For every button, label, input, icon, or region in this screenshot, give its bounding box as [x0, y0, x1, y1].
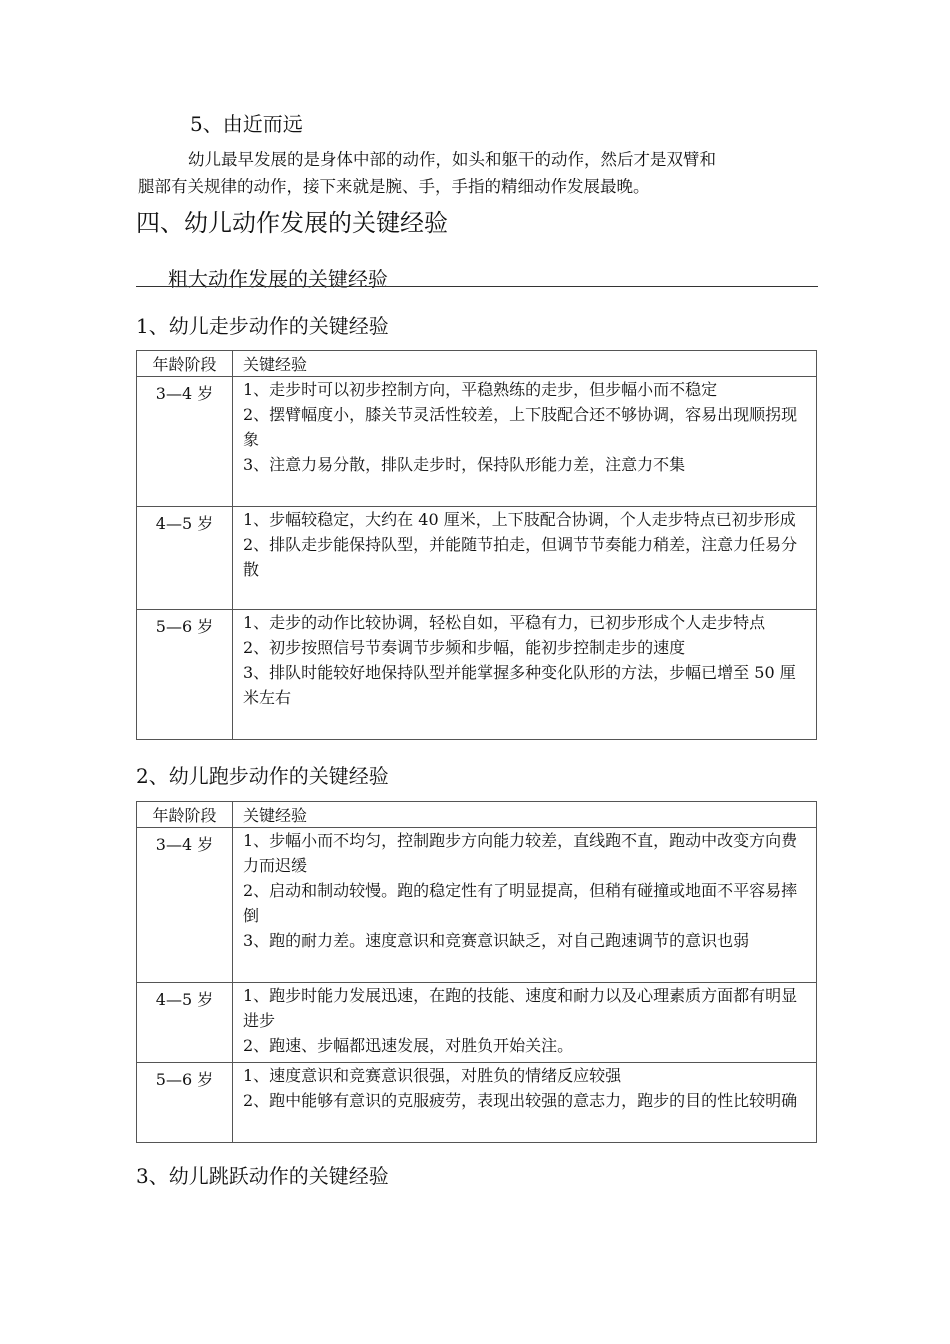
jump-section-title: 3、幼儿跳跃动作的关键经验 — [136, 1164, 389, 1188]
experience-item: 2、初步按照信号节奏调节步频和步幅，能初步控制走步的速度 — [243, 638, 686, 657]
experience-item: 2、跑中能够有意识的克服疲劳，表现出较强的意志力，跑步的目的性比较明确 — [243, 1091, 798, 1110]
experience-cell — [233, 377, 817, 507]
divider — [136, 286, 818, 287]
experience-item: 3、注意力易分散，排队走步时，保持队形能力差，注意力不集 — [243, 455, 686, 474]
walk-table — [136, 350, 817, 740]
table-row — [137, 983, 817, 1063]
chapter-4-heading: 四、幼儿动作发展的关键经验 — [136, 209, 448, 237]
table-row — [137, 828, 817, 983]
experience-item: 1、跑步时能力发展迅速，在跑的技能、速度和耐力以及心理素质方面都有明显进步 — [243, 986, 798, 1030]
section-5-paragraph — [138, 146, 813, 200]
header-experience: 关键经验 — [233, 802, 817, 828]
paragraph-line: 腿部有关规律的动作，接下来就是腕、手，手指的精细动作发展最晚。 — [138, 177, 650, 196]
experience-item: 1、步幅较稳定，大约在 40 厘米，上下肢配合协调，个人走步特点已初步形成 — [243, 510, 796, 529]
experience-cell — [233, 507, 817, 610]
experience-item: 2、跑速、步幅都迅速发展，对胜负开始关注。 — [243, 1036, 574, 1055]
experience-item: 1、走步的动作比较协调，轻松自如，平稳有力，已初步形成个人走步特点 — [243, 613, 766, 632]
age-cell: 3—4 岁 — [137, 828, 233, 983]
table-header-row — [137, 351, 817, 377]
subheading: 粗大动作发展的关键经验 — [168, 267, 388, 291]
table-row — [137, 377, 817, 507]
run-section-title: 2、幼儿跑步动作的关键经验 — [136, 764, 389, 788]
age-cell: 5—6 岁 — [137, 610, 233, 740]
section-5-heading: 5、由近而远 — [190, 112, 303, 136]
table-row — [137, 1063, 817, 1143]
experience-cell — [233, 828, 817, 983]
experience-item: 3、排队时能较好地保持队型并能掌握多种变化队形的方法，步幅已增至 50 厘米左右 — [243, 663, 796, 707]
experience-item: 1、速度意识和竞赛意识很强，对胜负的情绪反应较强 — [243, 1066, 622, 1085]
header-age: 年龄阶段 — [137, 351, 233, 377]
experience-item: 1、步幅小而不均匀，控制跑步方向能力较差，直线跑不直，跑动中改变方向费力而迟缓 — [243, 831, 798, 875]
experience-item: 1、走步时可以初步控制方向，平稳熟练的走步，但步幅小而不稳定 — [243, 380, 718, 399]
experience-cell — [233, 610, 817, 740]
experience-cell — [233, 1063, 817, 1143]
age-cell: 3—4 岁 — [137, 377, 233, 507]
run-table — [136, 801, 817, 1143]
walk-section-title: 1、幼儿走步动作的关键经验 — [136, 314, 389, 338]
age-cell: 5—6 岁 — [137, 1063, 233, 1143]
header-experience: 关键经验 — [233, 351, 817, 377]
experience-item: 3、跑的耐力差。速度意识和竞赛意识缺乏，对自己跑速调节的意识也弱 — [243, 931, 750, 950]
table-row — [137, 610, 817, 740]
experience-item: 2、启动和制动较慢。跑的稳定性有了明显提高，但稍有碰撞或地面不平容易摔倒 — [243, 881, 798, 925]
experience-cell — [233, 983, 817, 1063]
age-cell: 4—5 岁 — [137, 507, 233, 610]
experience-item: 2、摆臂幅度小，膝关节灵活性较差，上下肢配合还不够协调，容易出现顺拐现象 — [243, 405, 798, 449]
experience-item: 2、排队走步能保持队型，并能随节拍走，但调节节奏能力稍差，注意力任易分散 — [243, 535, 798, 579]
paragraph-line: 幼儿最早发展的是身体中部的动作，如头和躯干的动作，然后才是双臂和 — [188, 150, 716, 169]
age-cell: 4—5 岁 — [137, 983, 233, 1063]
header-age: 年龄阶段 — [137, 802, 233, 828]
table-header-row — [137, 802, 817, 828]
table-row — [137, 507, 817, 610]
